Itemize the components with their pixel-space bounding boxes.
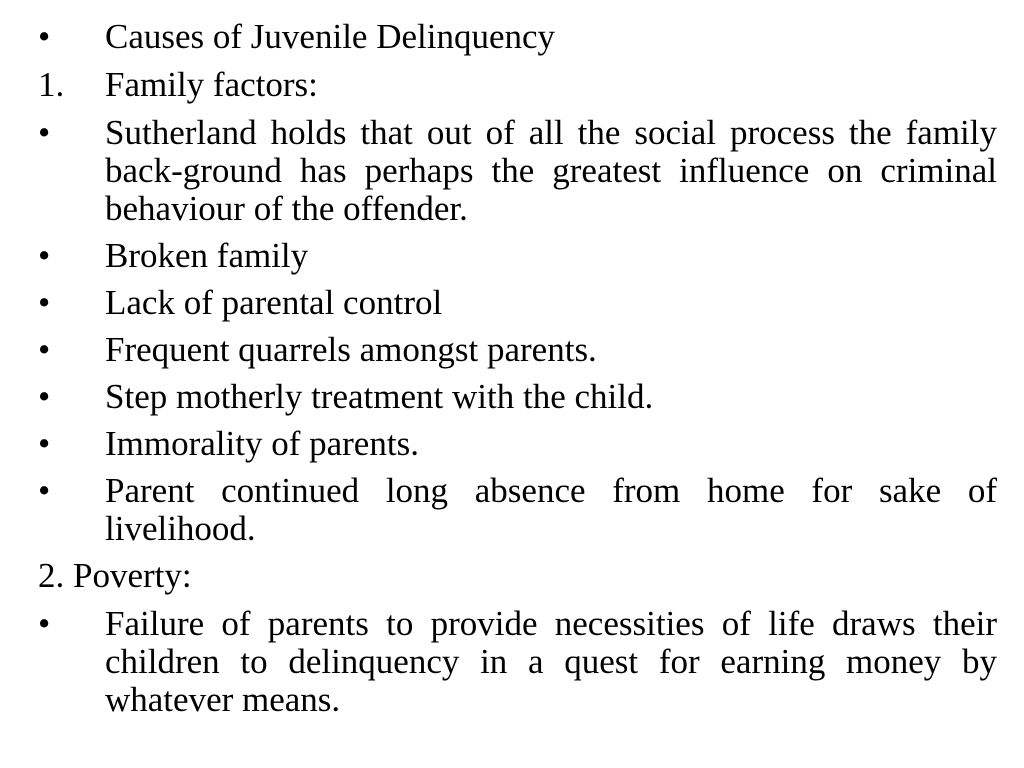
list-item <box>38 331 997 369</box>
bullet-marker: • <box>38 236 51 275</box>
bullet-marker: • <box>38 604 51 643</box>
list-item-text: Parent continued long absence from home for sake of livelihood. <box>105 471 997 548</box>
list-item <box>38 425 997 463</box>
slide-heading: Causes of Juvenile Delinquency <box>105 17 556 56</box>
list-item-text: Lack of parental control <box>105 283 443 322</box>
list-item-text: Step motherly treatment with the child. <box>105 377 654 416</box>
list-item-text: Failure of parents to provide necessities of life draws their children to delinquency in a quest for earning money by whatever means. <box>105 604 997 719</box>
list-item-text: Frequent quarrels amongst parents. <box>105 330 597 369</box>
bullet-marker: • <box>38 283 51 322</box>
bullet-marker: • <box>38 377 51 416</box>
list-item <box>38 378 997 416</box>
bullet-marker: • <box>38 471 51 510</box>
list-item <box>38 284 997 322</box>
list-item <box>38 18 997 56</box>
number-marker: 1. <box>38 65 65 104</box>
bullet-marker: • <box>38 113 51 152</box>
section-heading-poverty: 2. Poverty: <box>38 556 192 595</box>
list-item <box>38 66 997 104</box>
list-item <box>38 472 997 548</box>
bullet-marker: • <box>38 424 51 463</box>
list-item-text: Broken family <box>105 236 309 275</box>
list-item-text: Immorality of parents. <box>105 424 419 463</box>
bullet-marker: • <box>38 17 51 56</box>
list-item <box>38 114 997 228</box>
list-item-text: Sutherland holds that out of all the social process the family back-ground has perhaps the greatest influence on criminal behaviour of the offender. <box>105 113 997 228</box>
section-heading-family-factors: Family factors: <box>105 65 318 104</box>
list-item <box>38 237 997 275</box>
list-item <box>38 605 997 719</box>
bullet-marker: • <box>38 330 51 369</box>
